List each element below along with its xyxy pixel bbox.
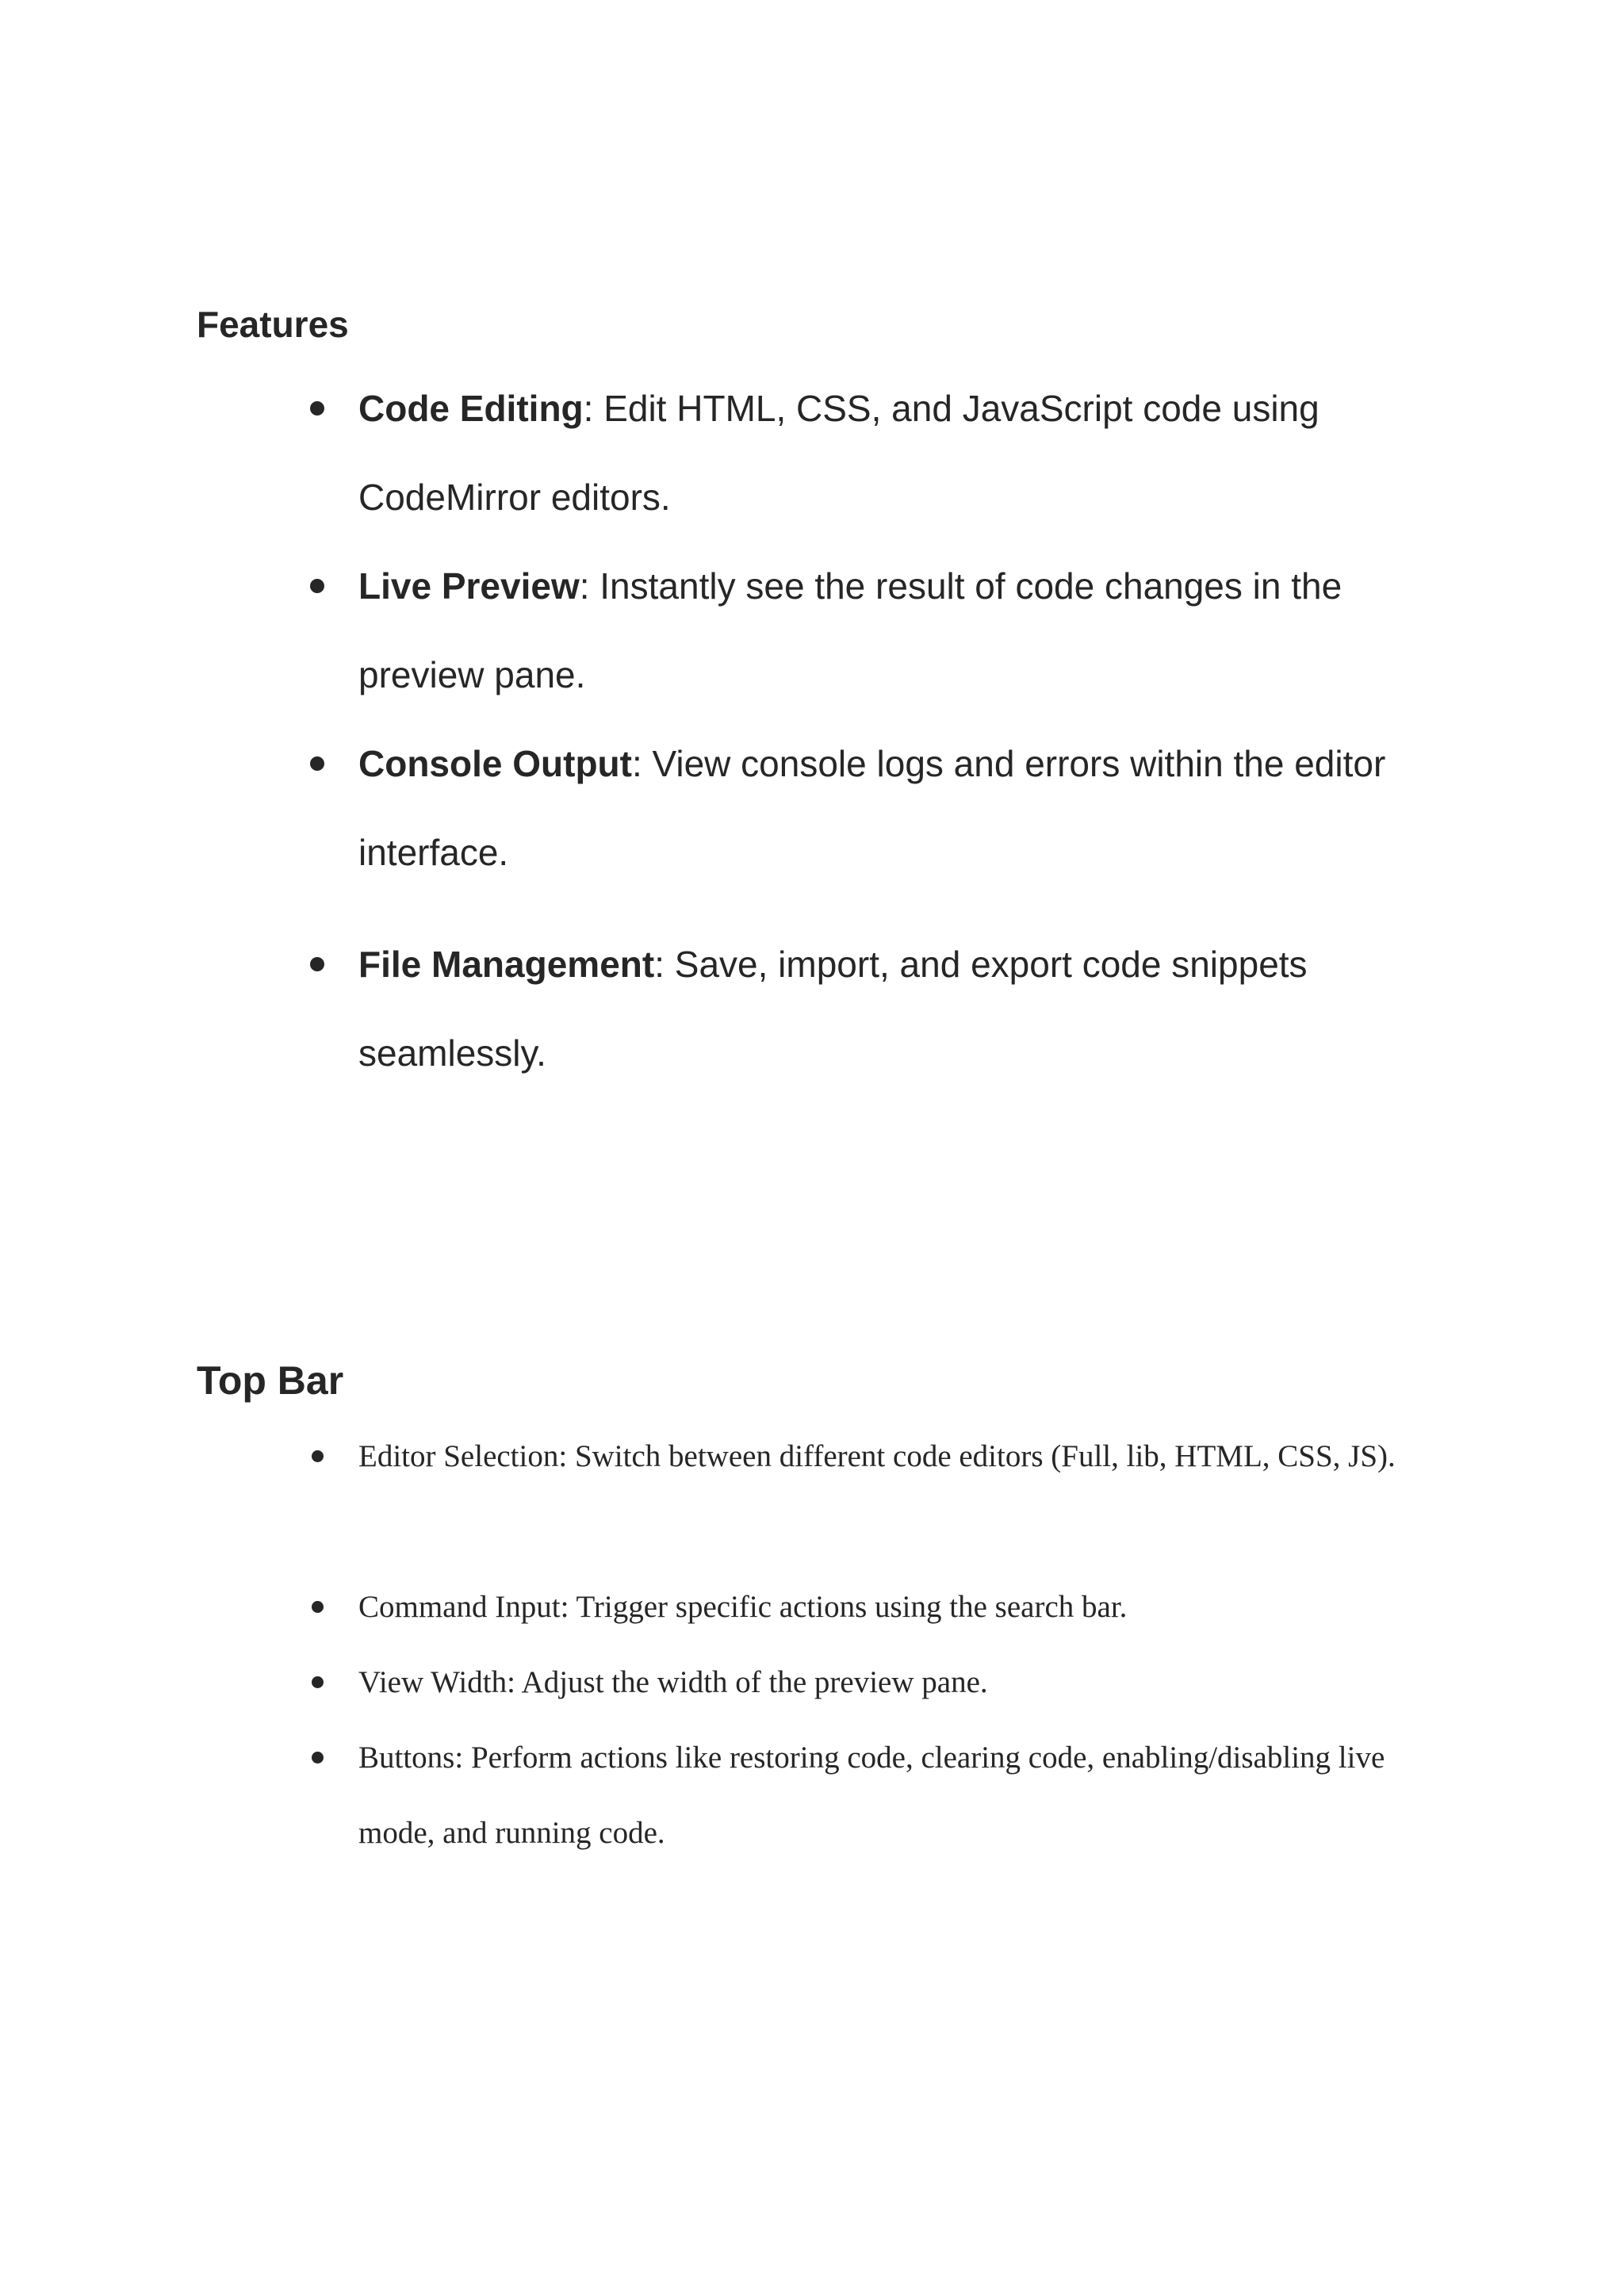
features-heading: Features — [197, 304, 349, 345]
feature-text — [358, 542, 1405, 719]
feature-term: Code Editing — [358, 388, 584, 429]
bullet-icon — [310, 957, 324, 971]
top-bar-item-text: View Width: Adjust the width of the preview pane. — [358, 1665, 988, 1699]
top-bar-heading: Top Bar — [197, 1358, 344, 1403]
feature-description: : Instantly see the result of code changes in the preview pane. — [358, 565, 1342, 695]
feature-description: : Edit HTML, CSS, and JavaScript code using CodeMirror editors. — [358, 388, 1320, 518]
feature-term: Console Output — [358, 743, 632, 784]
bullet-icon — [312, 1752, 324, 1764]
bullet-icon — [312, 1450, 324, 1462]
bullet-icon — [312, 1601, 324, 1613]
feature-text — [358, 920, 1405, 1097]
feature-description: : View console logs and errors within the editor interface. — [358, 743, 1386, 873]
feature-term: Live Preview — [358, 565, 580, 607]
feature-text — [358, 719, 1405, 897]
feature-term: File Management — [358, 944, 655, 985]
bullet-icon — [310, 579, 324, 593]
top-bar-item-text: Editor Selection: Switch between different code editors (Full, lib, HTML, CSS, JS). — [358, 1439, 1396, 1473]
bullet-icon — [312, 1676, 324, 1688]
top-bar-item-text: Buttons: Perform actions like restoring code, clearing code, enabling/disabling live mode, and running code. — [358, 1741, 1385, 1850]
bullet-icon — [310, 756, 324, 771]
feature-description: : Save, import, and export code snippets seamlessly. — [358, 944, 1308, 1074]
top-bar-item-text: Command Input: Trigger specific actions using the search bar. — [358, 1590, 1128, 1624]
bullet-icon — [310, 401, 324, 416]
feature-text — [358, 364, 1405, 542]
